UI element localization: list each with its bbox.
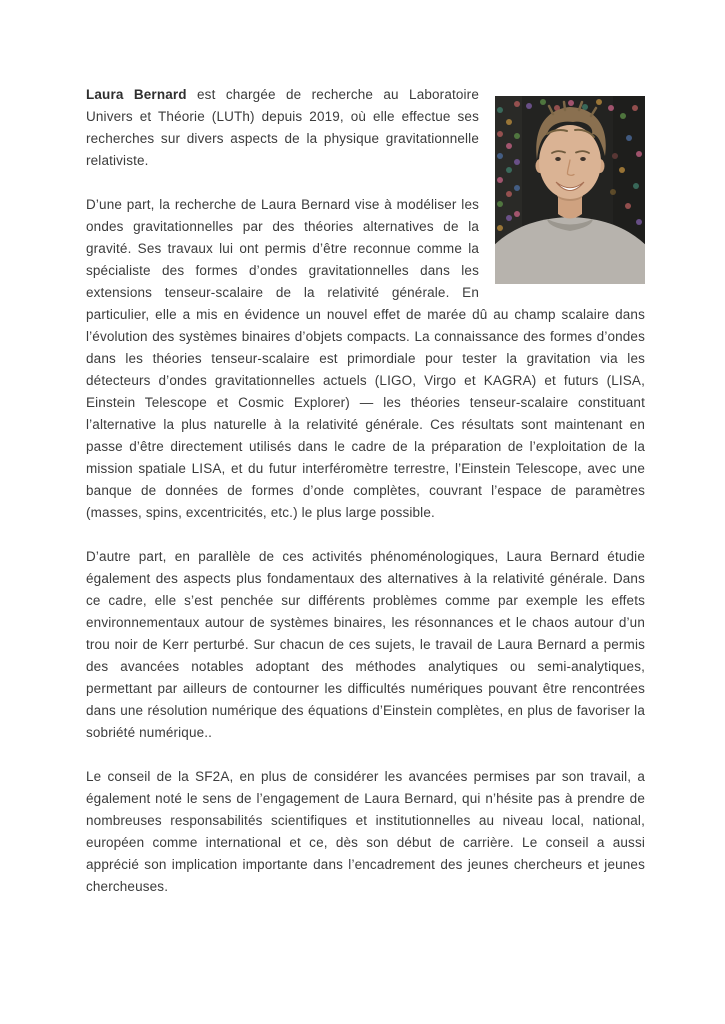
paragraph-fundamental-aspects: D’autre part, en parallèle de ces activités phénoménologiques, Laura Bernard étudie également des aspects plus fondamentaux des alternatives à la relativité générale. Dans ce cadre, elle s’est penchée sur différents problèmes comme par exemple les effets environnementaux autour de systèmes binaires, les résonnances et le chaos autour d’un trou noir de Kerr perturbé. Sur chacun de ces sujets, le travail de Laura Bernard a permis des avancées notables adoptant des méthodes analytiques ou semi-analytiques, permettant par ailleurs de contourner les difficultés numériques pouvant être rencontrées dans une résolution numérique des équations d’Einstein complètes, en plus de favoriser la sobriété numérique.. (86, 549, 645, 740)
paragraph-sf2a-council: Le conseil de la SF2A, en plus de considérer les avancées permises par son travail, a également noté le sens de l’engagement de Laura Bernard, qui n’hésite pas à prendre de nombreuses responsabilités scientifiques et institutionnelles au niveau local, national, européen comme international et ce, dès son début de carrière. Le conseil a aussi apprécié son implication importante dans l’encadrement des jeunes chercheurs et jeunes chercheuses. (86, 769, 645, 894)
eye-left (555, 157, 561, 161)
paragraph-research-waveforms: D’une part, la recherche de Laura Bernard vise à modéliser les ondes gravitationnelles par des théories alternatives de la gravité. Ses travaux lui ont permis d’être reconnue comme la spécialiste des formes d’ondes gravitationnelles dans les extensions tenseur-scalaire de la relativité générale. En particulier, elle a mis en évidence un nouvel effet de marée dû au champ scalaire dans l’évolution des systèmes binaires d’objets compacts. La connaissance des formes d’ondes dans les théories tenseur-scalaire est primordiale pour tester la gravitation via les détecteurs d’ondes gravitationnelles actuels (LIGO, Virgo et KAGRA) et futurs (LISA, Einstein Telescope et Cosmic Explorer) — les théories tenseur-scalaire constituant l’alternative la plus naturelle à la relativité générale. Ces résultats sont maintenant en passe d’être directement utilisés dans le cadre de la préparation de l’exploitation de la mission spatiale LISA, et du futur interféromètre terrestre, l’Einstein Telescope, avec une banque de données de formes d’onde complètes, couvrant l’espace de paramètres (masses, spins, excentricités, etc.) le plus large possible. (86, 197, 645, 520)
article-body (86, 84, 645, 920)
portrait-photo-image (495, 96, 645, 284)
person-name: Laura Bernard (86, 87, 187, 102)
eye-right (580, 157, 586, 161)
paragraph-intro-text: est chargée de recherche au Laboratoire Univers et Théorie (LUTh) depuis 2019, où elle effectue ses recherches sur divers aspects de la physique gravitationnelle relativiste. (86, 87, 479, 168)
portrait-photo (495, 96, 645, 284)
